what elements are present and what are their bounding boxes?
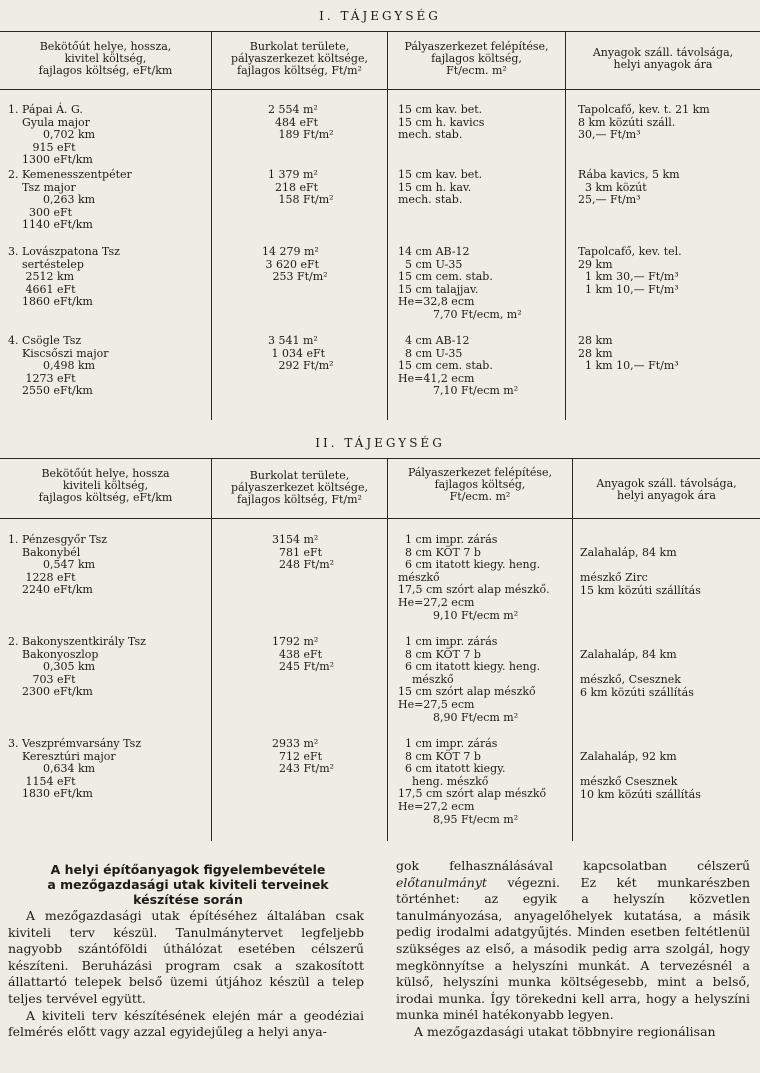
- table2-row1-surface: 3154 m² 781 eFt 248 Ft/m²: [272, 533, 335, 572]
- table2-row2-materials: Zalahaláp, 84 km mészkő, Csesznek 6 km közúti szállítás: [580, 648, 694, 699]
- article-right-paragraph-2: A mezőgazdasági utakat többnyire regionálisan: [414, 1023, 716, 1039]
- table2-row3-surface: 2933 m² 712 eFt 243 Ft/m²: [272, 737, 335, 776]
- table1-top-rule: [0, 31, 760, 32]
- table2-row2-surface: 1792 m² 438 eFt 245 Ft/m²: [272, 635, 335, 674]
- article-left-paragraph-1: A mezőgazdasági utak építéséhez általában csak kiviteli terv készül. Tanulmánytervet legfeljebb nagyobb szántóföldi úthálózat esetében célszerű készíteni. Beruházási program csak a szakosított állattartó telepek belső üzemi útjához készül a telep teljes tervével együtt.: [8, 908, 364, 1006]
- section-2-title: II. TÁJEGYSÉG: [315, 436, 445, 450]
- table2-row1-structure: 1 cm impr. zárás 8 cm KÖT 7 b 6 cm itatott kiegy. heng. mészkő 17,5 cm szórt alap mészkő. He=27,2 ecm 9,10 Ft/ecm m²: [398, 533, 550, 622]
- article-left-column: [8, 908, 364, 1041]
- table2-header-materials: Anyagok száll. távolsága, helyi anyagok ára: [596, 477, 737, 502]
- table1-row4-materials: 28 km 28 km 1 km 10,— Ft/m³: [578, 334, 679, 373]
- table1-row3-location: 3. Lovászpatona Tsz sertéstelep 2512 km 4661 eFt 1860 eFt/km: [8, 245, 120, 309]
- table1-row3-surface: 14 279 m² 3 620 eFt 253 Ft/m²: [262, 245, 328, 284]
- table1-row2-materials: Rába kavics, 5 km 3 km közút 25,— Ft/m³: [578, 168, 680, 207]
- table1-row2-structure: 15 cm kav. bet. 15 cm h. kav. mech. stab.: [398, 168, 483, 207]
- table2-header-structure: Pályaszerkezet felépítése, fajlagos költség, Ft/ecm. m²: [407, 466, 553, 503]
- table1-row4-structure: 4 cm AB-12 8 cm U-35 15 cm cem. stab. He=41,2 ecm 7,10 Ft/ecm m²: [398, 334, 519, 398]
- table1-row3-materials: Tapolcafő, kev. tel. 29 km 1 km 30,— Ft/m³ 1 km 10,— Ft/m³: [578, 245, 682, 296]
- table1-row2-location: 2. Kemenesszentpéter Tsz major 0,263 km 300 eFt 1140 eFt/km: [8, 168, 132, 232]
- table1-row1-materials: Tapolcafő, kev. t. 21 km 8 km közúti száll. 30,— Ft/m³: [578, 103, 710, 142]
- article-right-paragraph-1: gok felhasználásával kapcsolatban célszerű előtanulmányt végezni. Ez két munkarészben történhet: az egyik a helyszín közvetlen tanulmányozása, anyagelőhelyek kutatása, a másik pedig irodalmi adatgyűjtés. Minden esetben feltétlenül szükséges az első, a második pedig arra szolgál, hogy megkönnyítse a helyszíni munkát. A tervezésnél a külső, helyszíni munka költségesebb, mint a belső, irodai munka. Így törekedni kell arra, hogy a helyszíni munka minél hatékonyabb legyen.: [396, 858, 750, 1023]
- table1-row1-surface: 2 554 m² 484 eFt 189 Ft/m²: [268, 103, 334, 142]
- table2-header-rule: [0, 518, 760, 519]
- emphasis-elotanulmany: előtanulmányt: [396, 874, 487, 890]
- table1-header-location: Bekötőút helye, hossza, kivitel költség, fajlagos költség, eFt/km: [38, 40, 173, 77]
- table1-col-divider-1: [211, 31, 212, 420]
- table1-header-surface: Burkolat területe, pályaszerkezet költsége, fajlagos költség, Ft/m²: [231, 40, 368, 77]
- table2-top-rule: [0, 458, 760, 459]
- table1-row2-surface: 1 379 m² 218 eFt 158 Ft/m²: [268, 168, 334, 207]
- table2-row3-materials: Zalahaláp, 92 km mészkő Csesznek 10 km közúti szállítás: [580, 750, 701, 801]
- section-1-title: I. TÁJEGYSÉG: [319, 9, 441, 23]
- table2-header-surface: Burkolat területe, pályaszerkezet költsége, fajlagos költség, Ft/m²: [231, 469, 368, 506]
- table1-row1-location: 1. Pápai Á. G. Gyula major 0,702 km 915 eFt 1300 eFt/km: [8, 103, 96, 167]
- table1-header-materials: Anyagok száll. távolsága, helyi anyagok ára: [592, 46, 734, 71]
- article-heading: A helyi építőanyagok figyelembevétele a mezőgazdasági utak kiviteli terveinek készítése során: [47, 862, 329, 907]
- table1-header-structure: Pályaszerkezet felépítése, fajlagos költség, Ft/ecm. m²: [404, 40, 549, 77]
- table1-row1-structure: 15 cm kav. bet. 15 cm h. kavics mech. stab.: [398, 103, 485, 142]
- table1-row4-surface: 3 541 m² 1 034 eFt 292 Ft/m²: [268, 334, 334, 373]
- table2-row1-location: 1. Pénzesgyőr Tsz Bakonybél 0,547 km 1228 eFt 2240 eFt/km: [8, 533, 108, 597]
- table1-row3-structure: 14 cm AB-12 5 cm U-35 15 cm cem. stab. 15 cm talajjav. He=32,8 ecm 7,70 Ft/ecm, m²: [398, 245, 522, 321]
- table2-col-divider-3: [572, 458, 573, 841]
- table2-col-divider-2: [387, 458, 388, 841]
- table1-col-divider-2: [387, 31, 388, 420]
- table2-row2-location: 2. Bakonyszentkirály Tsz Bakonyoszlop 0,305 km 703 eFt 2300 eFt/km: [8, 635, 146, 699]
- table2-row1-materials: Zalahaláp, 84 km mészkő Zirc 15 km közúti szállítás: [580, 546, 701, 597]
- table2-row2-structure: 1 cm impr. zárás 8 cm KÖT 7 b 6 cm itatott kiegy. heng. mészkő 15 cm szórt alap mészkő He=27,5 ecm 8,90 Ft/ecm m²: [398, 635, 541, 724]
- table2-row3-location: 3. Veszprémvarsány Tsz Keresztúri major 0,634 km 1154 eFt 1830 eFt/km: [8, 737, 142, 801]
- table2-header-location: Bekötőút helye, hossza kiviteli költség, fajlagos költség, eFt/km: [38, 467, 173, 504]
- table2-col-divider-1: [211, 458, 212, 841]
- article-right-column: [396, 858, 750, 1041]
- table2-row3-structure: 1 cm impr. zárás 8 cm KÖT 7 b 6 cm itatott kiegy. heng. mészkő 17,5 cm szórt alap mészkő He=27,2 ecm 8,95 Ft/ecm m²: [398, 737, 547, 826]
- table1-row4-location: 4. Csögle Tsz Kiscsőszi major 0,498 km 1273 eFt 2550 eFt/km: [8, 334, 109, 398]
- article-left-paragraph-2: A kiviteli terv készítésének elején már a geodéziai felmérés előtt vagy azzal egyidejűleg a helyi anya-: [8, 1007, 364, 1040]
- table1-col-divider-3: [565, 31, 566, 420]
- table1-header-rule: [0, 89, 760, 90]
